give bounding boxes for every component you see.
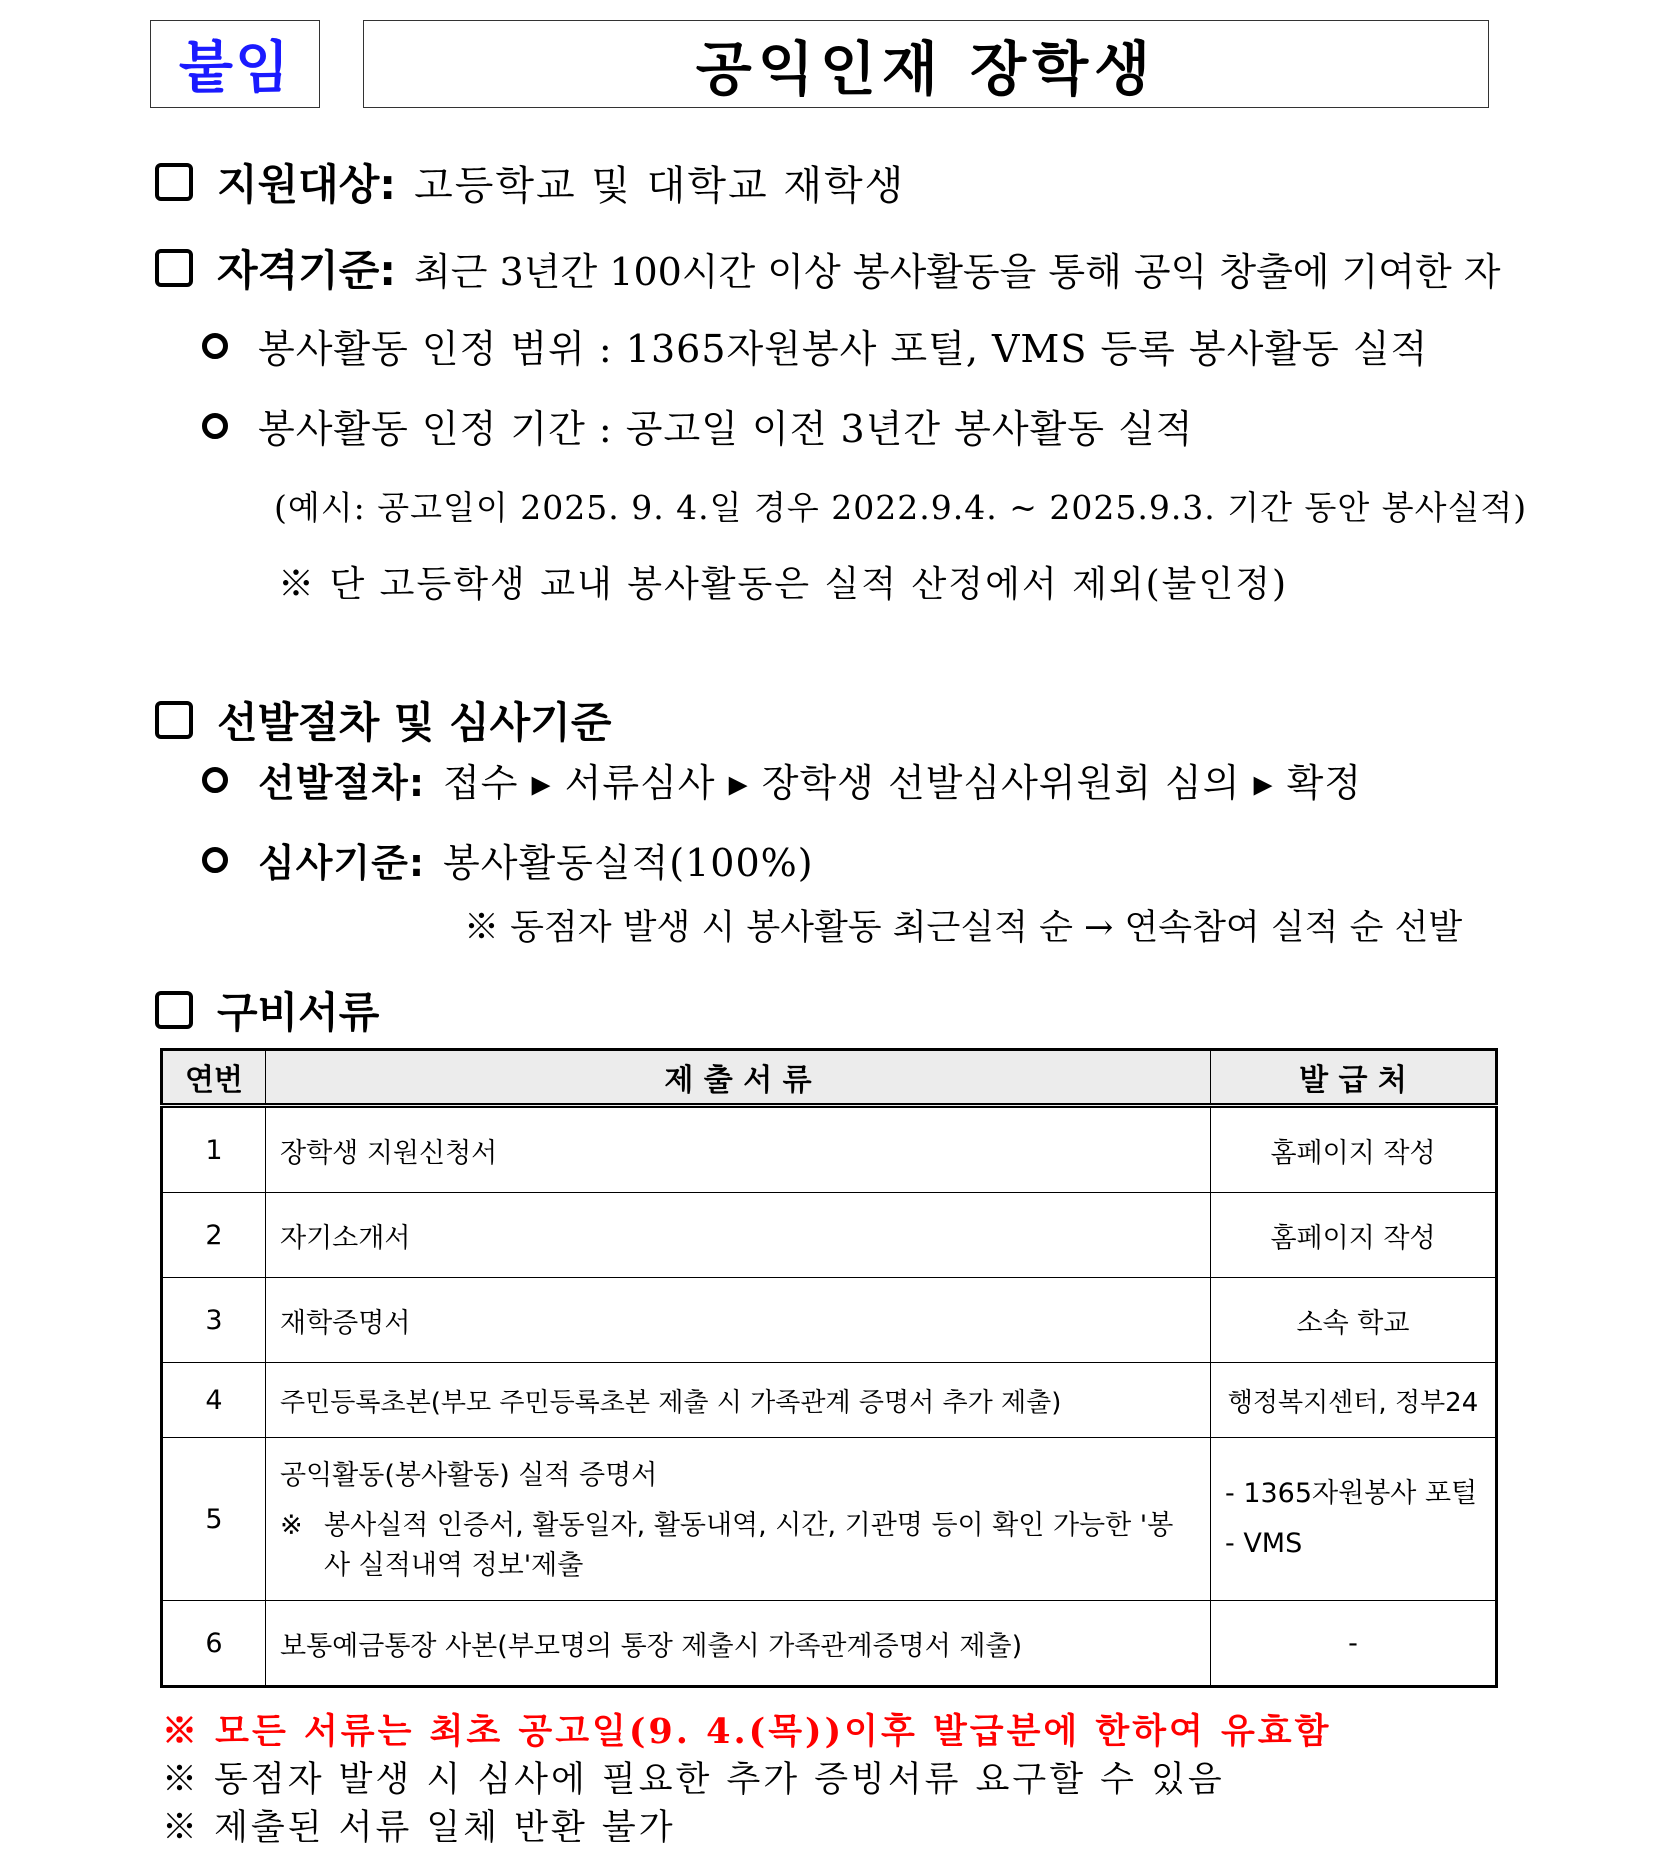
row-no: 6 [162, 1601, 266, 1687]
row-no: 4 [162, 1363, 266, 1438]
row-issuer [1211, 1438, 1497, 1601]
table-row [162, 1106, 1497, 1193]
eligibility-value: 고등학교 및 대학교 재학생 [414, 162, 906, 209]
issuer-list-item: - 1365자원봉사 포털 [1225, 1478, 1478, 1509]
section-documents [155, 980, 379, 1040]
procedure-value: 접수 ▸ 서류심사 ▸ 장학생 선발심사위원회 심의 ▸ 확정 [443, 761, 1363, 805]
table-header-row [162, 1050, 1497, 1106]
issuer-list [1211, 1469, 1495, 1569]
column-header-issuer: 발 급 처 [1211, 1050, 1497, 1106]
checkbox-square-icon [155, 991, 193, 1029]
documents-table [160, 1048, 1498, 1688]
tiebreak-note: ※ 동점자 발생 시 봉사활동 최근실적 순 → 연속참여 실적 순 선발 [464, 908, 1463, 948]
qualification-example: (예시: 공고일이 2025. 9. 4.일 경우 2022.9.4. ~ 2025.9.3. 기간 동안 봉사실적) [274, 488, 1528, 527]
row-document: 재학증명서 [266, 1278, 1211, 1363]
eligibility-label: 지원대상: [217, 160, 397, 209]
checkbox-square-icon [155, 163, 193, 201]
checkbox-square-icon [155, 249, 193, 287]
column-header-no: 연번 [162, 1050, 266, 1106]
attachment-tag-label: 붙임 [178, 36, 292, 101]
qualification-item-text: 봉사활동 인정 기간 : 공고일 이전 3년간 봉사활동 실적 [258, 407, 1194, 451]
circle-bullet-icon [202, 767, 228, 793]
procedure-label: 선발절차: [258, 761, 426, 805]
row-document [266, 1438, 1211, 1601]
row-issuer: 행정복지센터, 정부24 [1211, 1363, 1497, 1438]
column-header-document: 제 출 서 류 [266, 1050, 1211, 1106]
row-issuer: - [1211, 1601, 1497, 1687]
table-row [162, 1438, 1497, 1601]
row-issuer: 홈페이지 작성 [1211, 1106, 1497, 1193]
row-no: 2 [162, 1193, 266, 1278]
circle-bullet-icon [202, 333, 228, 359]
page-title: 공익인재 장학생 [695, 35, 1157, 103]
circle-bullet-icon [202, 847, 228, 873]
row-document: 장학생 지원신청서 [266, 1106, 1211, 1193]
table-row [162, 1363, 1497, 1438]
footnote-no-return: ※ 제출된 서류 일체 반환 불가 [162, 1808, 676, 1848]
qualification-item [202, 398, 1193, 453]
checkbox-square-icon [155, 701, 193, 739]
selection-title: 선발절차 및 심사기준 [217, 698, 612, 747]
selection-procedure [202, 752, 1362, 807]
page-title-box [363, 20, 1489, 108]
row-document-note [280, 1506, 1210, 1586]
footnote-validity: ※ 모든 서류는 최초 공고일(9. 4.(목))이후 발급분에 한하여 유효함 [162, 1711, 1332, 1752]
footnote-additional-proof: ※ 동점자 발생 시 심사에 필요한 추가 증빙서류 요구할 수 있음 [162, 1760, 1225, 1800]
row-document-title: 공익활동(봉사활동) 실적 증명서 [280, 1459, 658, 1491]
section-qualification [155, 238, 1501, 298]
row-document: 주민등록초본(부모 주민등록초본 제출 시 가족관계 증명서 추가 제출) [266, 1363, 1211, 1438]
selection-criteria [202, 832, 814, 887]
section-selection [155, 690, 611, 750]
qualification-label: 자격기준: [217, 246, 397, 295]
qualification-item [202, 318, 1428, 373]
row-document: 자기소개서 [266, 1193, 1211, 1278]
row-issuer: 홈페이지 작성 [1211, 1193, 1497, 1278]
attachment-tag [150, 20, 320, 108]
row-document: 보통예금통장 사본(부모명의 통장 제출시 가족관계증명서 제출) [266, 1601, 1211, 1687]
documents-title: 구비서류 [217, 988, 380, 1037]
qualification-item-text: 봉사활동 인정 범위 : 1365자원봉사 포털, VMS 등록 봉사활동 실적 [258, 327, 1429, 371]
criteria-value: 봉사활동실적(100%) [443, 841, 814, 885]
row-issuer: 소속 학교 [1211, 1278, 1497, 1363]
criteria-label: 심사기준: [258, 841, 426, 885]
table-row [162, 1193, 1497, 1278]
qualification-value: 최근 3년간 100시간 이상 봉사활동을 통해 공익 창출에 기여한 자 [414, 249, 1501, 294]
row-no: 1 [162, 1106, 266, 1193]
qualification-exclusion: ※ 단 고등학생 교내 봉사활동은 실적 산정에서 제외(불인정) [278, 564, 1289, 605]
circle-bullet-icon [202, 413, 228, 439]
note-mark: ※ [280, 1509, 303, 1541]
table-row [162, 1278, 1497, 1363]
note-text: 봉사실적 인증서, 활동일자, 활동내역, 시간, 기관명 등이 확인 가능한 '봉사 실적내역 정보'제출 [324, 1509, 1174, 1581]
row-no: 5 [162, 1438, 266, 1601]
table-row [162, 1601, 1497, 1687]
issuer-list-item: - VMS [1225, 1528, 1303, 1559]
section-eligibility [155, 152, 905, 212]
row-no: 3 [162, 1278, 266, 1363]
